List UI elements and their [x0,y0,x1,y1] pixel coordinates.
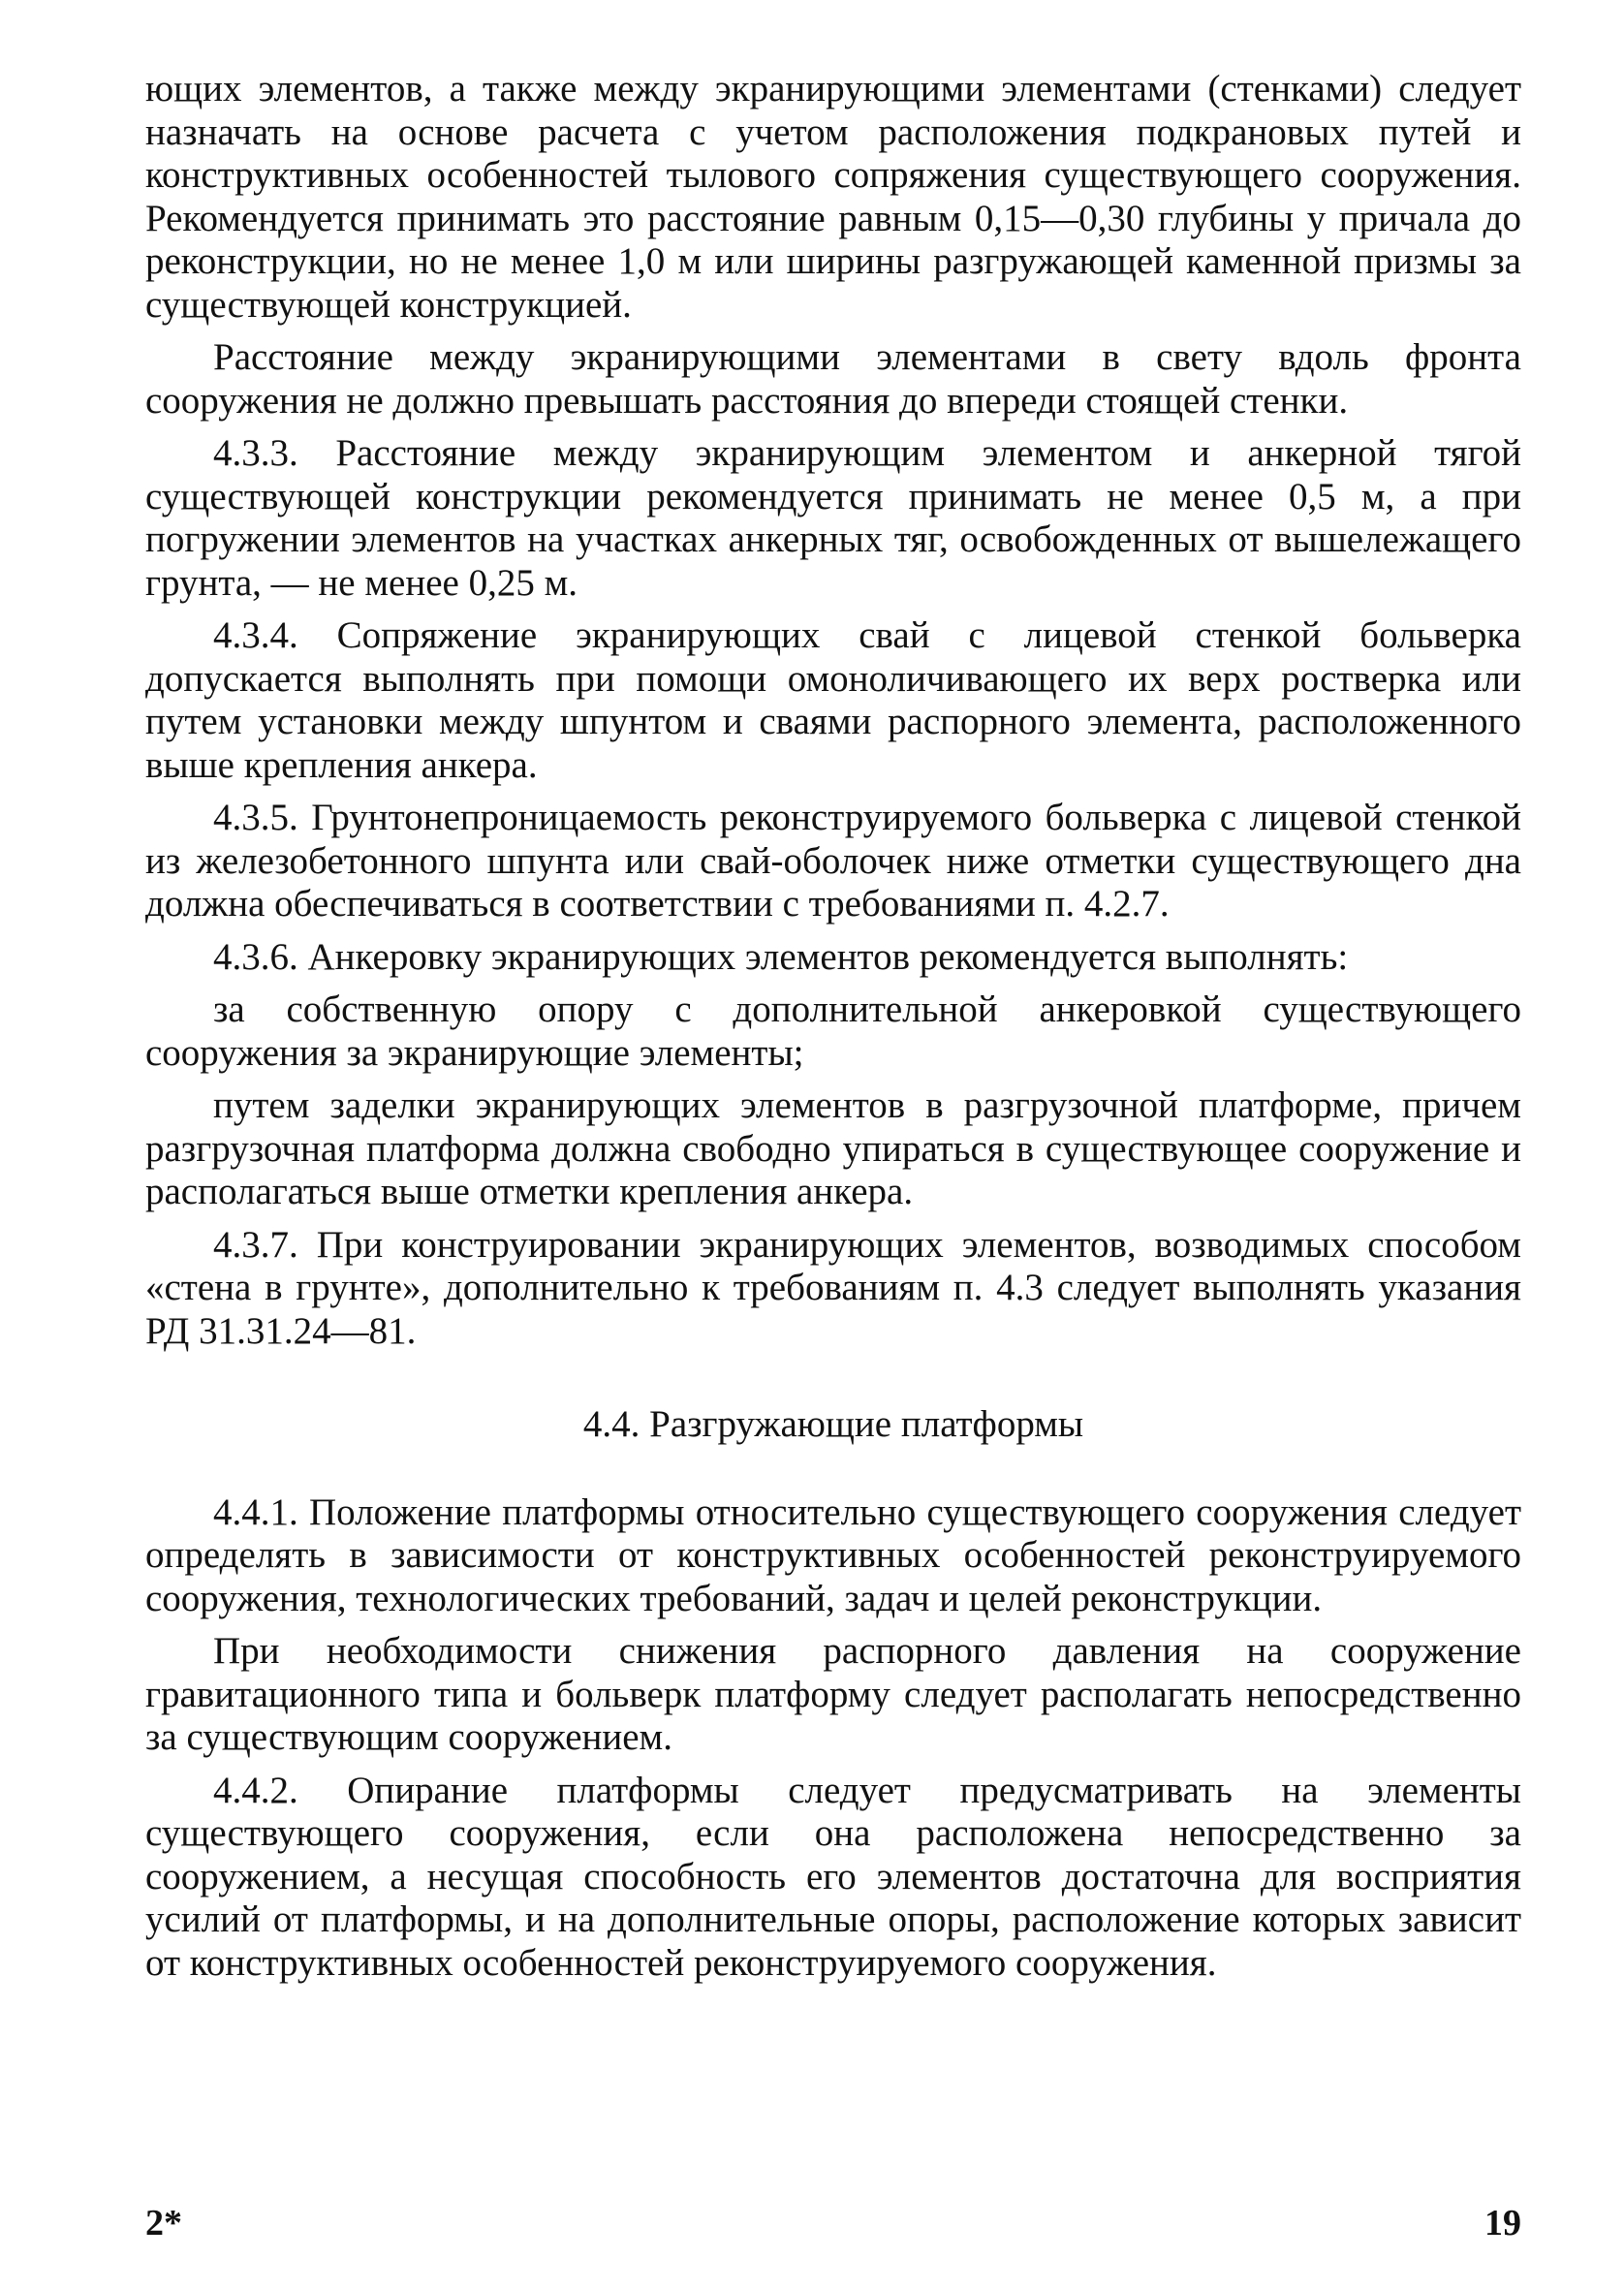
list-item: путем заделки экранирующих элементов в разгрузочной платформе, причем разгрузочная платформа должна свободно упираться в существующее сооружение и располагаться выше отметки крепления анкера. [145,1084,1521,1212]
paragraph: ющих элементов, а также между экранирующими элементами (стенками) следует назначать на основе расчета с учетом расположения подкрановых путей и конструктивных особенностей тылового сопряжения существующего сооружения. Рекомендуется принимать это расстояние равным 0,15—0,30 глубины у причала до реконструкции, но не менее 1,0 м или ширины разгружающей каменной призмы за существующей конструкцией. [145,68,1521,326]
paragraph-4-4-2: 4.4.2. Опирание платформы следует предусматривать на элементы существующего сооружения, если она расположена непосредственно за сооружением, а несущая способность его элементов достаточна для восприятия усилий от платформы, и на дополнительные опоры, расположение которых зависит от конструктивных особенностей реконструируемого сооружения. [145,1769,1521,1984]
page-body [145,68,1521,1985]
paragraph-4-3-3: 4.3.3. Расстояние между экранирующим элементом и анкерной тягой существующей конструкции рекомендуется принимать не менее 0,5 м, а при погружении элементов на участках анкерных тяг, освобожденных от вышележащего грунта, — не менее 0,25 м. [145,432,1521,604]
section-heading: 4.4. Разгружающие платформы [582,1403,1084,1445]
paragraph-4-3-7: 4.3.7. При конструировании экранирующих элементов, возводимых способом «стена в грунте», дополнительно к требованиям п. 4.3 следует выполнять указания РД 31.31.24—81. [145,1223,1521,1352]
paragraph: При необходимости снижения распорного давления на сооружение гравитационного типа и больверк платформу следует располагать непосредственно за существующим сооружением. [145,1630,1521,1758]
page-number: 19 [1484,2203,1521,2243]
paragraph-4-3-6: 4.3.6. Анкеровку экранирующих элементов рекомендуется выполнять: [213,935,1349,978]
list-item: за собственную опору с дополнительной анкеровкой существующего сооружения за экранирующие элементы; [145,988,1521,1074]
paragraph-4-3-4: 4.3.4. Сопряжение экранирующих свай с лицевой стенкой больверка допускается выполнять при помощи омоноличивающего их верх ростверка или путем установки между шпунтом и сваями распорного элемента, расположенного выше крепления анкера. [145,614,1521,786]
paragraph: Расстояние между экранирующими элементами в свету вдоль фронта сооружения не должно превышать расстояния до впереди стоящей стенки. [145,336,1521,422]
signature-mark: 2* [145,2203,182,2243]
page-footer [145,2202,1521,2250]
paragraph-4-4-1: 4.4.1. Положение платформы относительно существующего сооружения следует определять в зависимости от конструктивных особенностей реконструируемого сооружения, технологических требований, задач и целей реконструкции. [145,1490,1521,1619]
paragraph-4-3-5: 4.3.5. Грунтонепроницаемость реконструируемого больверка с лицевой стенкой из железобетонного шпунта или свай-оболочек ниже отметки существующего дна должна обеспечиваться в соответствии с требованиями п. 4.2.7. [145,797,1521,925]
